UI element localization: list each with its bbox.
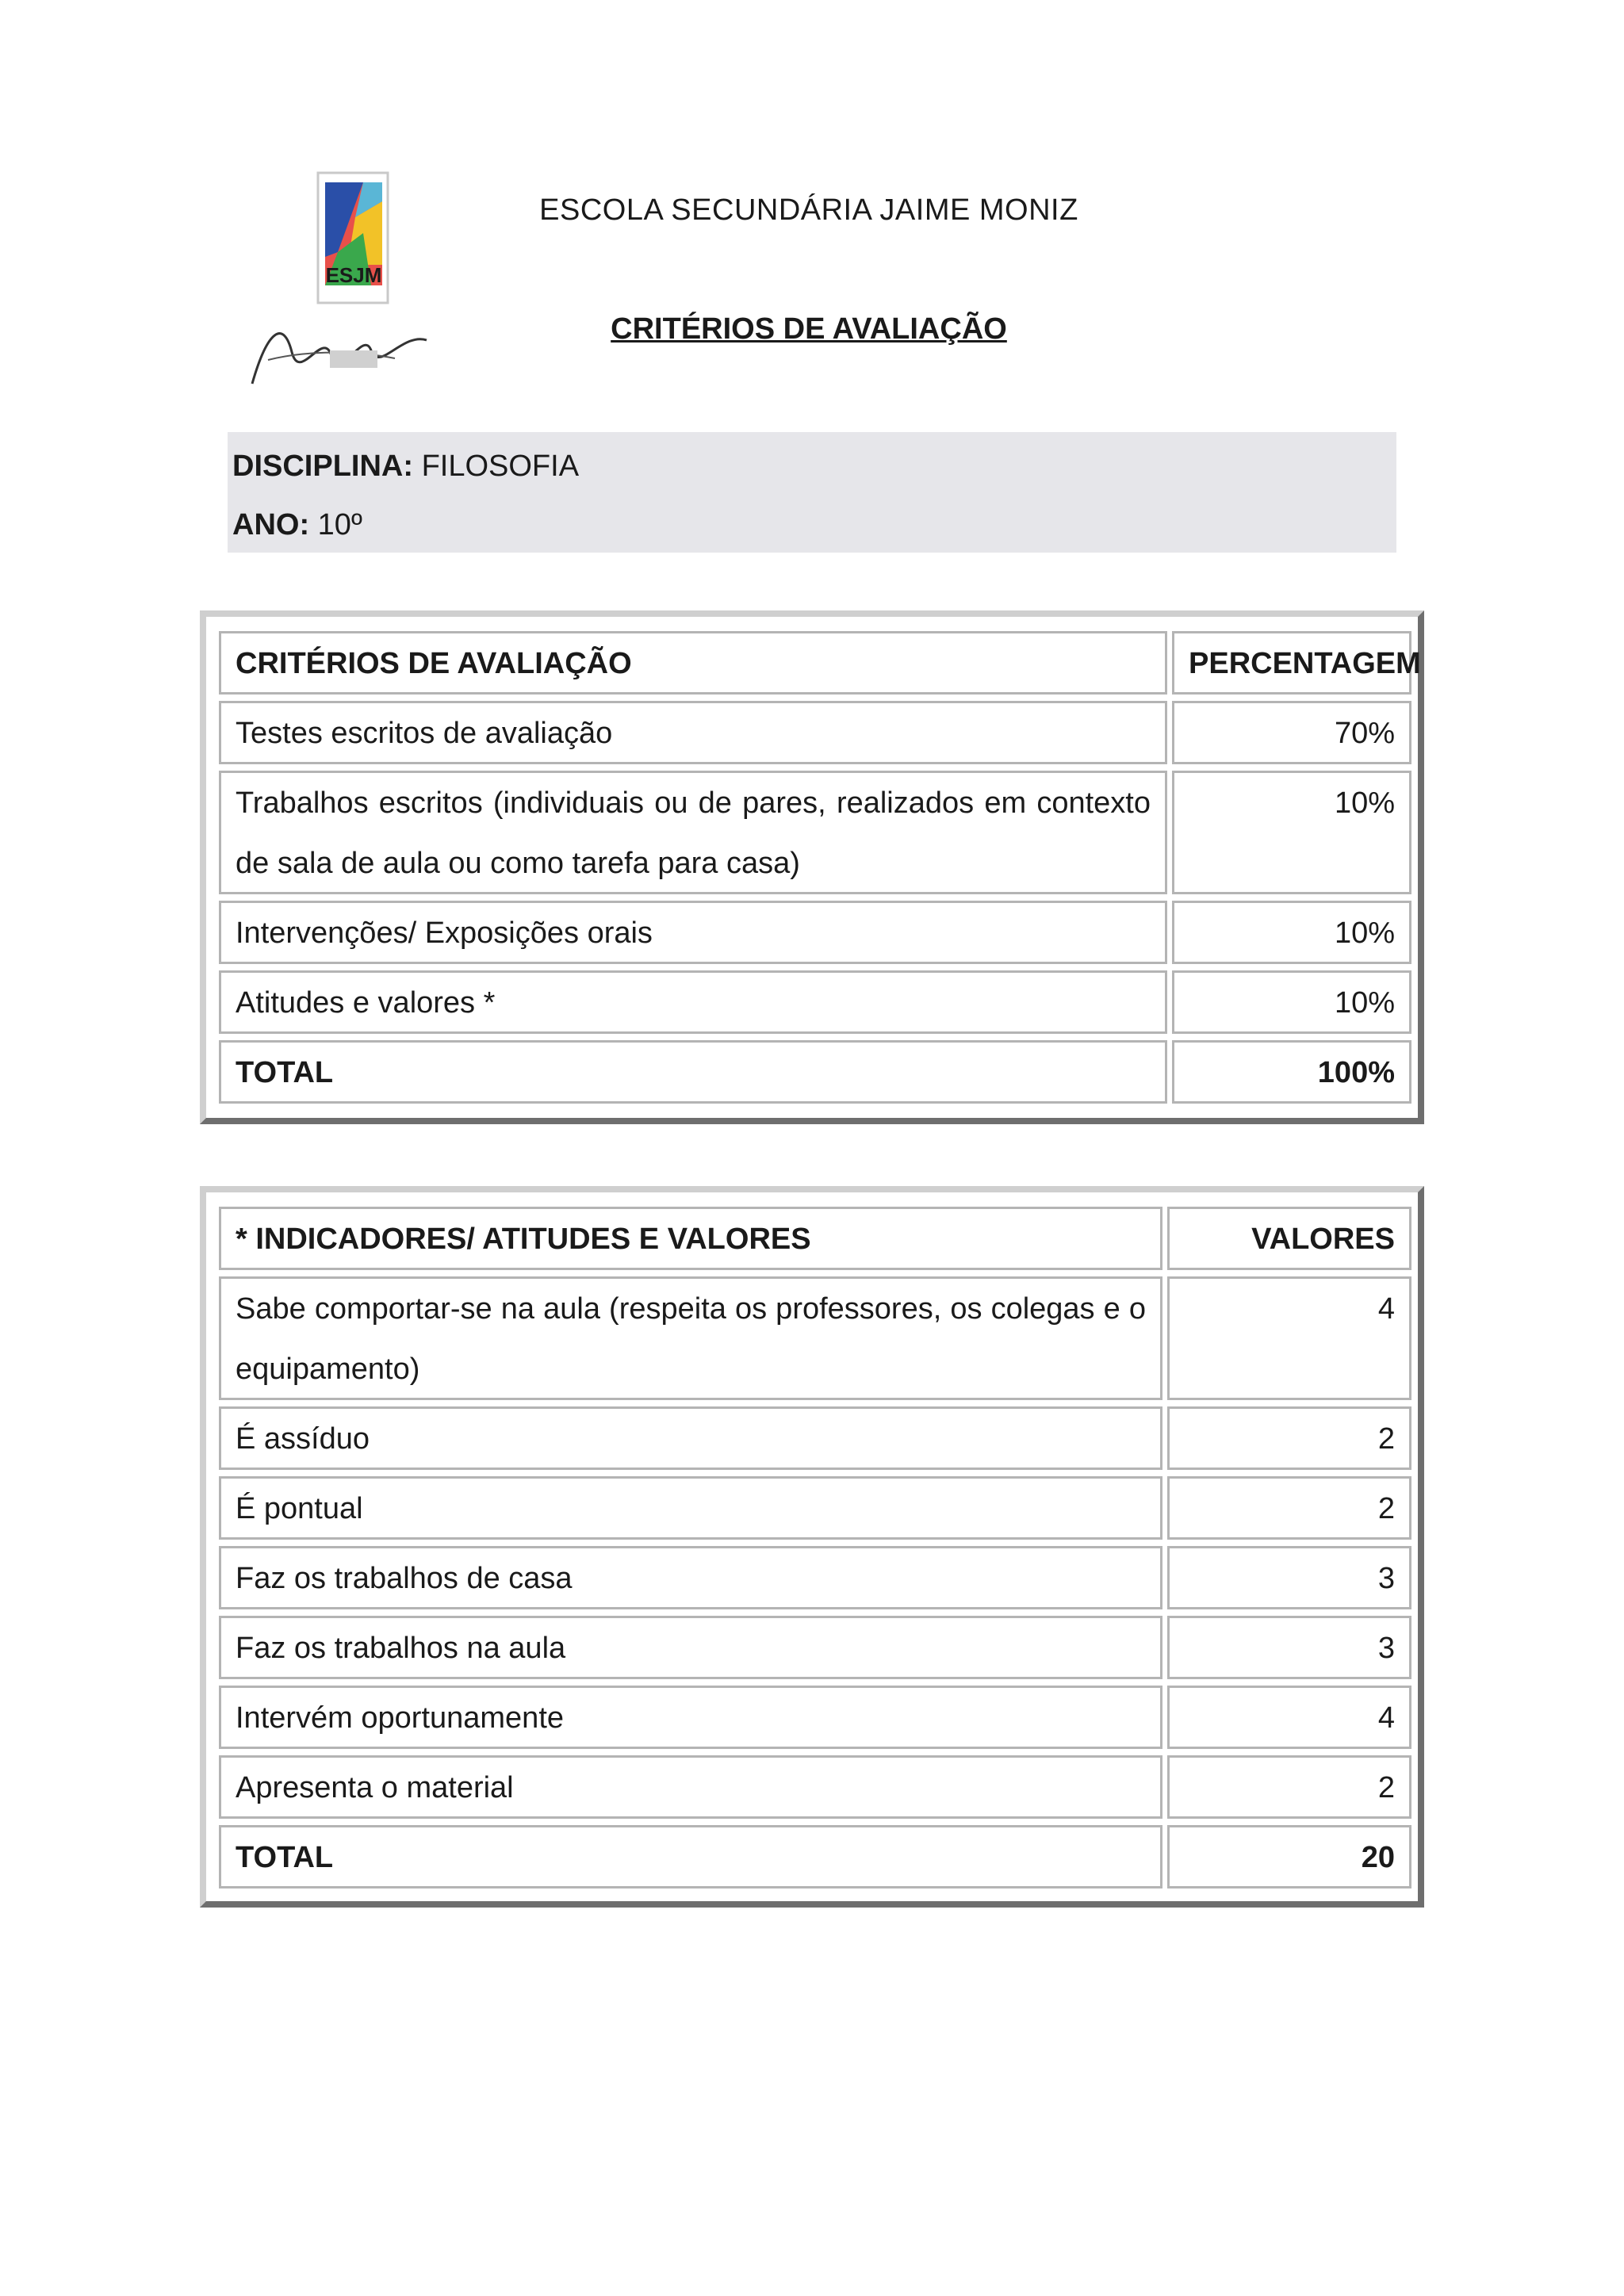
discipline-label: DISCIPLINA: xyxy=(232,450,413,483)
total-label: TOTAL xyxy=(219,1825,1162,1888)
values-header: VALORES xyxy=(1167,1207,1411,1270)
indicator-cell: Faz os trabalhos na aula xyxy=(219,1616,1162,1679)
year-label: ANO: xyxy=(232,508,310,541)
total-value: 20 xyxy=(1167,1825,1411,1888)
value-cell: 4 xyxy=(1167,1686,1411,1749)
indicator-cell: Intervém oportunamente xyxy=(219,1686,1162,1749)
discipline-line xyxy=(232,450,579,484)
value-cell: 2 xyxy=(1167,1476,1411,1540)
info-box xyxy=(228,432,1396,553)
criterion-cell: Testes escritos de avaliação xyxy=(219,701,1167,764)
percentage-cell: 10% xyxy=(1172,771,1411,894)
indicator-cell: Apresenta o material xyxy=(219,1755,1162,1819)
year-line xyxy=(232,508,362,542)
percentage-header: PERCENTAGEM xyxy=(1172,631,1411,695)
percentage-cell: 10% xyxy=(1172,901,1411,964)
school-name: ESCOLA SECUNDÁRIA JAIME MONIZ xyxy=(539,193,1078,227)
indicator-header: * INDICADORES/ ATITUDES E VALORES xyxy=(219,1207,1162,1270)
year-value: 10º xyxy=(317,508,362,541)
criterion-cell: Intervenções/ Exposições orais xyxy=(219,901,1167,964)
value-cell: 3 xyxy=(1167,1546,1411,1609)
school-logo xyxy=(236,170,435,392)
indicator-cell: É assíduo xyxy=(219,1406,1162,1470)
criterion-header: CRITÉRIOS DE AVALIAÇÃO xyxy=(219,631,1167,695)
discipline-value: FILOSOFIA xyxy=(421,450,580,483)
svg-text:ESJM: ESJM xyxy=(325,263,382,287)
value-cell: 4 xyxy=(1167,1276,1411,1400)
criterion-cell: Atitudes e valores * xyxy=(219,970,1167,1034)
criteria-table xyxy=(200,610,1424,1124)
indicator-cell: Faz os trabalhos de casa xyxy=(219,1546,1162,1609)
value-cell: 2 xyxy=(1167,1406,1411,1470)
document-title: CRITÉRIOS DE AVALIAÇÃO xyxy=(611,312,1007,346)
percentage-cell: 70% xyxy=(1172,701,1411,764)
indicator-cell: Sabe comportar-se na aula (respeita os professores, os colegas e o equipamento) xyxy=(219,1276,1162,1400)
criterion-cell: Trabalhos escritos (individuais ou de pares, realizados em contexto de sala de aula ou como tarefa para casa) xyxy=(219,771,1167,894)
percentage-cell: 10% xyxy=(1172,970,1411,1034)
total-label: TOTAL xyxy=(219,1040,1167,1104)
indicators-table xyxy=(200,1186,1424,1908)
total-value: 100% xyxy=(1172,1040,1411,1104)
indicator-cell: É pontual xyxy=(219,1476,1162,1540)
value-cell: 3 xyxy=(1167,1616,1411,1679)
value-cell: 2 xyxy=(1167,1755,1411,1819)
